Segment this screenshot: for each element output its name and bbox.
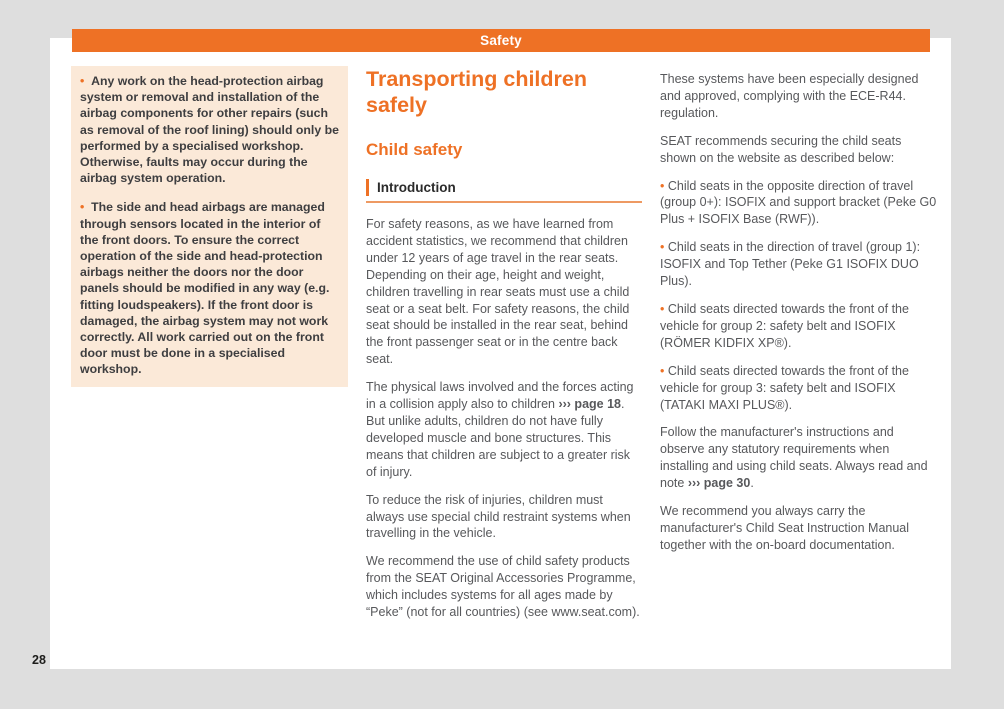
middle-column [366,62,642,621]
child-seat-list [660,178,938,414]
paragraph: We recommend the use of child safety products from the SEAT Original Accessories Programme, which includes systems for all ages made by “Peke” (not for all countries) (see www.seat.com). [366,554,640,620]
paragraph [660,424,938,492]
list-item: • Child seats directed towards the front of the vehicle for group 2: safety belt and ISOFIX (RÖMER KIDFIX XP®). [660,301,938,352]
page-title: Transporting children safely [366,67,587,117]
paragraph: We recommend you always carry the manufacturer's Child Seat Instruction Manual together with the on-board documentation. [660,504,910,552]
paragraph-text: . But unlike adults, children do not have fully developed muscle and bone structures. This means that children are subject to a greater risk of injury. [366,397,631,479]
chapter-header-bar [72,29,930,52]
warning-box [71,66,348,387]
paragraph: SEAT recommends securing the child seats shown on the website as described below: [660,133,902,165]
paragraph-text: . [750,476,754,491]
section-heading-rule [366,179,642,203]
list-item: • Child seats directed towards the front of the vehicle for group 3: safety belt and ISOFIX (TATAKI MAXI PLUS®). [660,363,938,414]
section-heading: Introduction [366,179,642,196]
chapter-title: Safety [480,33,522,48]
page-number: 28 [32,653,46,667]
left-column [71,66,348,387]
paragraph-text: The physical laws involved and the forces acting in a collision apply also to children [366,380,634,412]
paragraph-text: Follow the manufacturer's instructions and observe any statutory requirements when installing and using child seats. Always read and note [660,425,928,491]
right-column [660,60,938,554]
list-item: • Child seats in the opposite direction of travel (group 0+): ISOFIX and support bracket (Peke G0 Plus + ISOFIX Base (RWF)). [660,178,938,229]
paragraph: These systems have been especially designed and approved, complying with the ECE-R44. regulation. [660,72,919,120]
paragraph: For safety reasons, as we have learned from accident statistics, we recommend that children under 12 years of age travel in the rear seats. Depending on their age, height and weight, children travelling in rear seats must use a child seat or a seat belt. For safety reasons, the child seat should be installed in the rear seat, behind the front passenger seat or in the centre back seat. [366,217,630,367]
paragraph: To reduce the risk of injuries, children must always use special child restraint systems when travelling in the vehicle. [366,492,631,541]
page-reference: ››› page 18 [558,397,621,412]
paragraph [366,379,642,480]
section-subtitle: Child safety [366,140,463,159]
list-item: • Child seats in the direction of travel (group 1): ISOFIX and Top Tether (Peke G1 ISOFIX DUO Plus). [660,239,938,290]
page-reference: ››› page 30 [687,476,751,491]
warning-item: • The side and head airbags are managed through sensors located in the interior of the front doors. To ensure the correct operation of the side and head-protection airbags neither the doors nor the door panels should be modified in any way (e.g. fitting loudspeakers). If the front door is damaged, the airbag system may not work correctly. All work carried out on the front door must be done in a specialised workshop. [80,199,339,377]
warning-item: • Any work on the head-protection airbag system or removal and installation of the airbag components for other repairs (such as removal of the roof lining) should only be performed by a specialised workshop. Otherwise, faults may occur during the airbag system operation. [80,73,339,186]
